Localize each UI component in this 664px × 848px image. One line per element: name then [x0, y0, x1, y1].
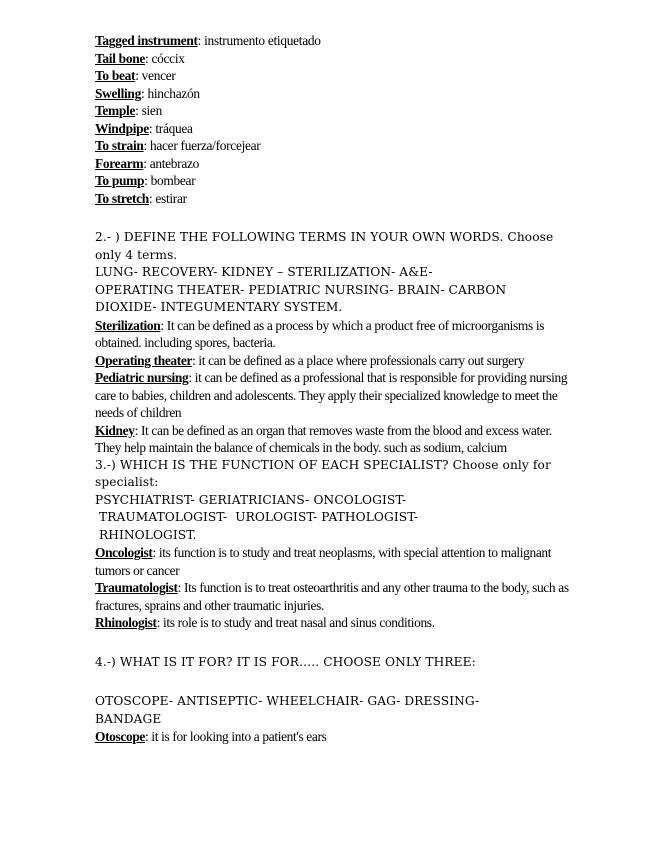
document-page: [95, 32, 575, 746]
vocab-item: To beat: vencer: [95, 68, 176, 83]
section-4-heading: 4.-) WHAT IS IT FOR? IT IS FOR….. CHOOSE ONLY THREE:: [95, 654, 476, 669]
section-2-terms-line: DIOXIDE- INTEGUMENTARY SYSTEM.: [95, 300, 343, 314]
vocab-item: Swelling: hinchazón: [95, 85, 200, 101]
definition-paragraph: Rhinologist: its role is to study and treat nasal and sinus conditions.: [95, 615, 435, 630]
section-4-items-line: OTOSCOPE- ANTISEPTIC- WHEELCHAIR- GAG- DRESSING-: [95, 694, 480, 708]
vocab-item: Forearm: antebrazo: [95, 155, 200, 171]
section-2-terms-line: OPERATING THEATER- PEDIATRIC NURSING- BRAIN- CARBON: [95, 282, 507, 297]
section-3-heading: 3.-) WHICH IS THE FUNCTION OF EACH SPECIALIST? Choose only for specialist:: [95, 457, 551, 489]
definition-paragraph: Traumatologist: Its function is to treat osteoarthritis and any other trauma to the body, such as fractures, sprains and other traumatic injuries.: [95, 580, 569, 613]
definition-paragraph: Otoscope: it is for looking into a patient's ears: [95, 729, 327, 744]
section-2-terms-line: LUNG- RECOVERY- KIDNEY – STERILIZATION- A&E-: [95, 265, 433, 279]
definition-paragraph: Sterilization: It can be defined as a process by which a product free of microorganisms is obtained. including spores, bacteria.: [95, 317, 545, 350]
definition-paragraph: Pediatric nursing: it can be defined as a professional that is responsible for providing nursing care to babies, children and adolescents. They apply their specialized knowledge to meet the needs of children: [95, 370, 568, 420]
spacer: [95, 671, 575, 693]
section-3-specialists-line: TRAUMATOLOGIST- UROLOGIST- PATHOLOGIST-: [95, 510, 419, 524]
vocab-item: Windpipe: tráquea: [95, 120, 193, 136]
vocab-item: To stretch: estirar: [95, 190, 187, 206]
vocab-item: Tail bone: cóccix: [95, 50, 185, 66]
vocab-item: To strain: hacer fuerza/forcejear: [95, 138, 261, 153]
section-3-specialists-line: PSYCHIATRIST- GERIATRICIANS- ONCOLOGIST-: [95, 492, 407, 507]
vocab-item: To pump: bombear: [95, 173, 196, 188]
definition-paragraph: Oncologist: its function is to study and treat neoplasms, with special attention to malignant tumors or cancer: [95, 545, 552, 578]
section-4: [95, 654, 575, 746]
vocab-item: Temple: sien: [95, 103, 162, 118]
definition-paragraph: Kidney: It can be defined as an organ that removes waste from the blood and excess water. They help maintain the balance of chemicals in the body. such as sodium, calcium: [95, 422, 552, 455]
section-2: [95, 229, 575, 457]
section-3-specialists-line: RHINOLOGIST.: [95, 527, 197, 542]
section-2-heading: 2.- ) DEFINE THE FOLLOWING TERMS IN YOUR OWN WORDS. Choose only 4 terms.: [95, 230, 554, 262]
spacer: [95, 632, 575, 654]
vocab-item: Tagged instrument: instrumento etiquetado: [95, 33, 321, 48]
vocabulary-list: [95, 32, 575, 207]
section-3: [95, 457, 575, 632]
spacer: [95, 207, 575, 229]
section-4-items-line: BANDAGE: [95, 711, 162, 726]
definition-paragraph: Operating theater: it can be defined as a place where professionals carry out surgery: [95, 352, 525, 368]
